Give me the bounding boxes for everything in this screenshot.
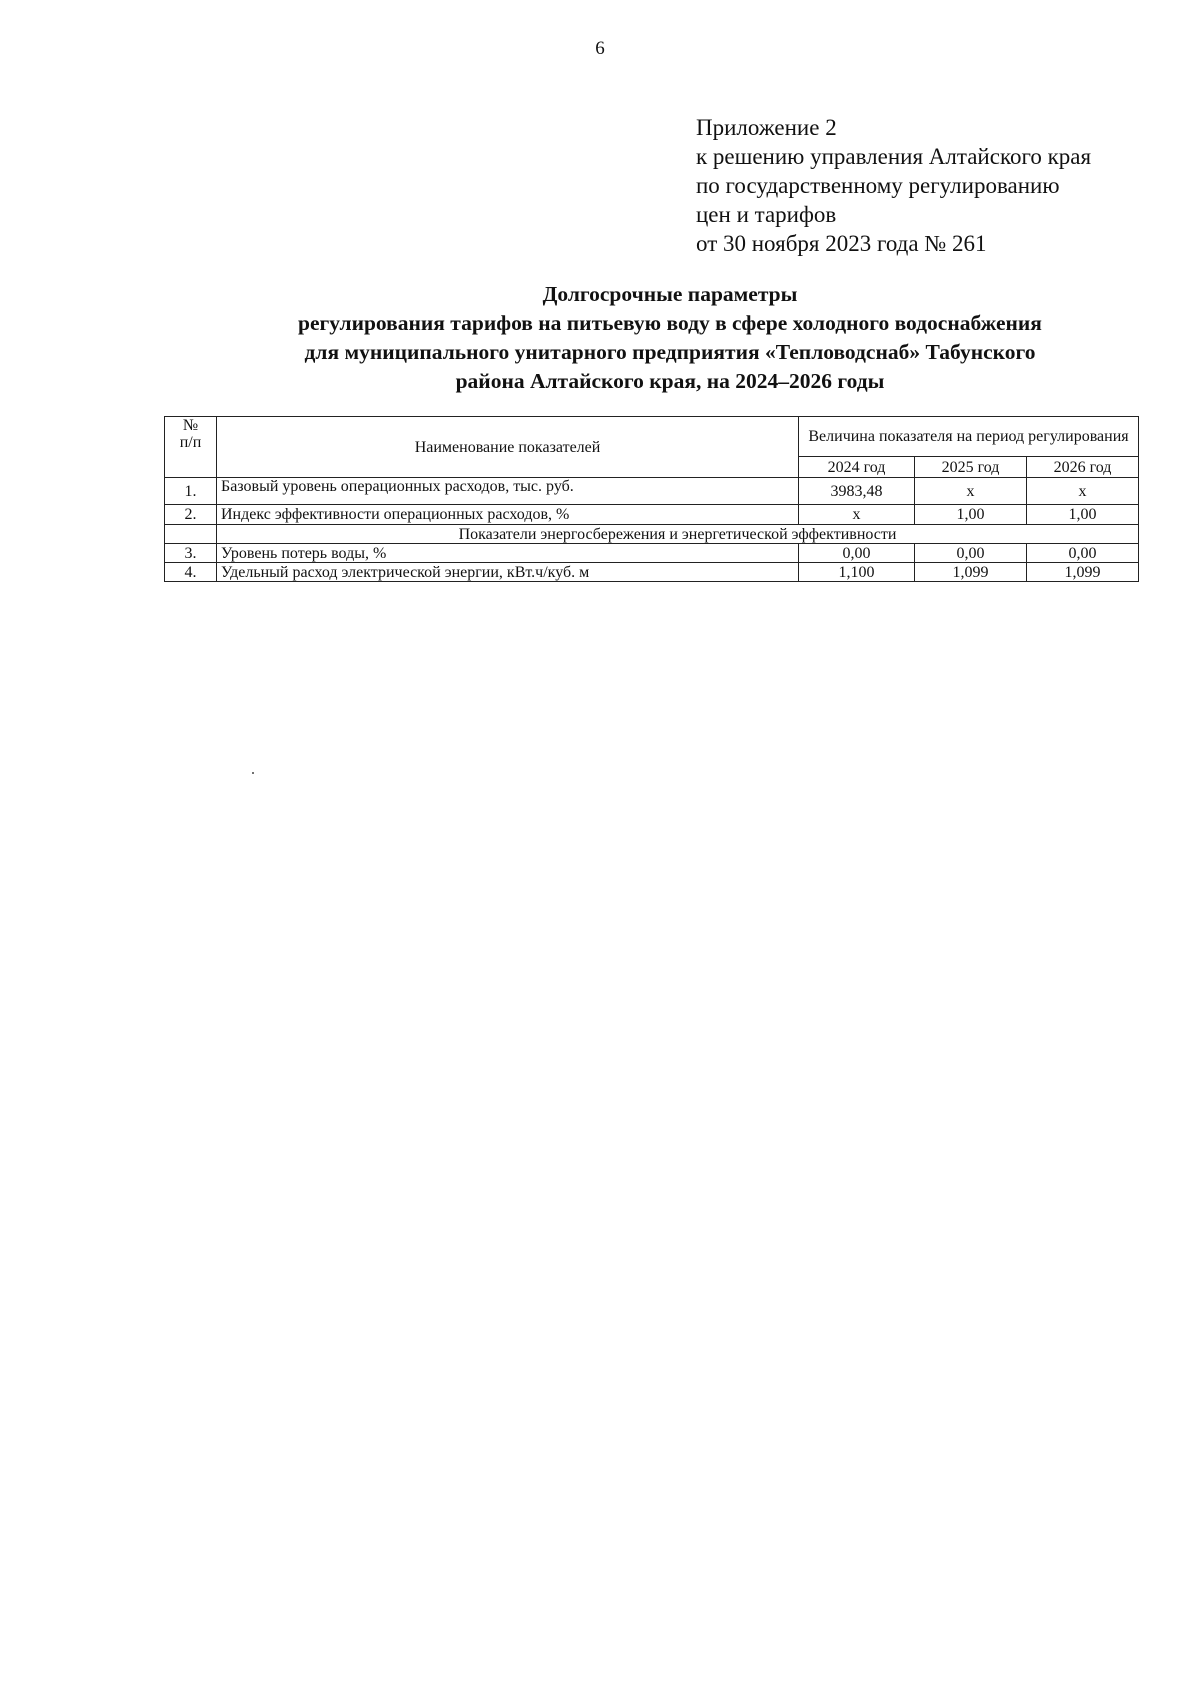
- row-value: х: [915, 478, 1027, 505]
- title-line: для муниципального унитарного предприятия «Тепловодснаб» Табунского: [304, 340, 1036, 364]
- row-value: х: [1027, 478, 1139, 505]
- row-value: 1,099: [915, 563, 1027, 582]
- table-row: [165, 505, 1139, 525]
- row-value: 0,00: [915, 544, 1027, 563]
- header-year: 2024 год: [799, 457, 915, 478]
- row-value: 0,00: [799, 544, 915, 563]
- document-title: [160, 280, 1180, 396]
- title-line: регулирования тарифов на питьевую воду в сфере холодного водоснабжения: [298, 311, 1042, 335]
- row-name: Уровень потерь воды, %: [217, 544, 799, 563]
- table-row: [165, 478, 1139, 505]
- row-num: 3.: [165, 544, 217, 563]
- table-header-row: [165, 417, 1139, 457]
- appendix-line: к решению управления Алтайского края: [696, 144, 1092, 169]
- header-num: [165, 417, 217, 478]
- row-value: х: [799, 505, 915, 525]
- row-value: 1,100: [799, 563, 915, 582]
- page-number: 6: [595, 38, 605, 59]
- appendix-line: цен и тарифов: [696, 202, 837, 227]
- row-num: 4.: [165, 563, 217, 582]
- title-line: Долгосрочные параметры: [542, 282, 798, 306]
- scan-speck: [252, 772, 254, 774]
- header-num-text: № п/п: [179, 417, 202, 451]
- row-name: Удельный расход электрической энергии, кВт.ч/куб. м: [217, 563, 799, 582]
- title-line: района Алтайского края, на 2024–2026 годы: [455, 369, 885, 393]
- table-row: [165, 544, 1139, 563]
- row-num: 1.: [165, 478, 217, 505]
- row-value: 1,099: [1027, 563, 1139, 582]
- header-name: Наименование показателей: [217, 417, 799, 478]
- appendix-line: от 30 ноября 2023 года № 261: [696, 231, 987, 256]
- row-name: Индекс эффективности операционных расходов, %: [217, 505, 799, 525]
- section-title: Показатели энергосбережения и энергетической эффективности: [217, 525, 1139, 544]
- row-name: Базовый уровень операционных расходов, тыс. руб.: [217, 478, 799, 505]
- appendix-line: по государственному регулированию: [696, 173, 1060, 198]
- header-period: Величина показателя на период регулирования: [799, 417, 1139, 457]
- appendix-line: Приложение 2: [696, 115, 837, 140]
- table-section-row: [165, 525, 1139, 544]
- header-year: 2026 год: [1027, 457, 1139, 478]
- row-num: 2.: [165, 505, 217, 525]
- table-row: [165, 563, 1139, 582]
- section-num-cell: [165, 525, 217, 544]
- row-value: 0,00: [1027, 544, 1139, 563]
- parameters-table: [164, 416, 1139, 582]
- row-value: 3983,48: [799, 478, 915, 505]
- row-value: 1,00: [1027, 505, 1139, 525]
- appendix-block: [696, 113, 1091, 258]
- header-year: 2025 год: [915, 457, 1027, 478]
- row-value: 1,00: [915, 505, 1027, 525]
